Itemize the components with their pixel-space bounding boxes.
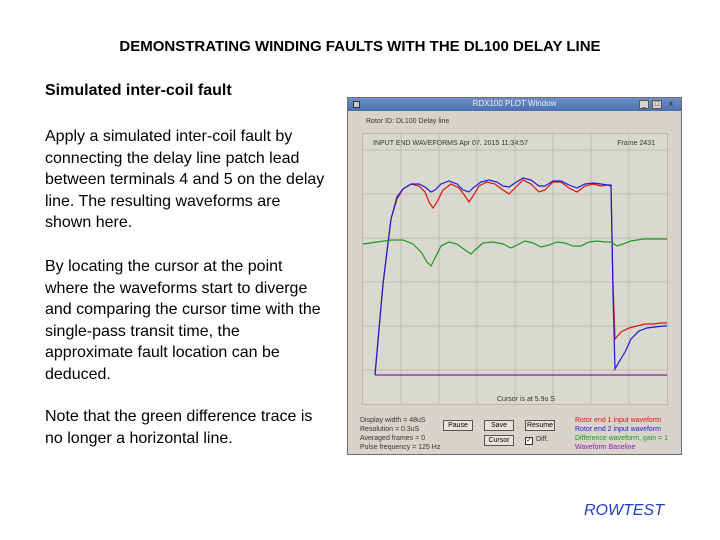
diff-checkbox-label: Diff. bbox=[536, 436, 549, 443]
resolution-info: Resolution = 0.3uS bbox=[360, 426, 420, 433]
pulse-frequency-info: Pulse frequency = 125 Hz bbox=[360, 444, 441, 451]
legend-end1: Rotor end 1 input waveform bbox=[575, 417, 661, 424]
paragraph-apply-fault: Apply a simulated inter-coil fault by connecting the delay line patch lead between terminals 4 and 5 on the delay line. The resulting waveforms are shown here. bbox=[45, 128, 325, 231]
save-button[interactable]: Save bbox=[484, 420, 514, 431]
end1-trace bbox=[375, 180, 667, 375]
rowtest-brand: ROWTEST bbox=[584, 502, 664, 519]
slide-title: DEMONSTRATING WINDING FAULTS WITH THE DL100 DELAY LINE bbox=[119, 38, 601, 55]
maximize-button[interactable]: □ bbox=[652, 100, 662, 109]
paragraph-locate-cursor: By locating the cursor at the point where the waveforms start to diverge and comparing the cursor time with the single-pass transit time, the approximate fault location can be deduced. bbox=[45, 258, 321, 383]
window-titlebar[interactable] bbox=[348, 98, 681, 111]
end2-trace bbox=[375, 178, 667, 375]
legend-difference: Difference waveform, gain = 1 bbox=[575, 435, 669, 442]
cursor-readout: Cursor is at 5.9u S bbox=[497, 396, 555, 403]
paragraph-note-green: Note that the green difference trace is no longer a horizontal line. bbox=[45, 408, 313, 447]
legend-baseline: Waveform Baseline bbox=[575, 444, 636, 451]
frame-counter: Frame 2431 bbox=[617, 140, 655, 147]
close-button[interactable]: x bbox=[669, 99, 673, 108]
window-title: RDX100 PLOT Window bbox=[472, 99, 557, 108]
rotor-id-label: Rotor ID: DL100 Delay line bbox=[366, 118, 450, 125]
section-heading: Simulated inter-coil fault bbox=[45, 82, 232, 99]
waveform-plot[interactable] bbox=[362, 133, 668, 405]
waveform-traces bbox=[363, 134, 667, 404]
diff-checkbox[interactable]: ✓ bbox=[526, 437, 532, 444]
pause-button[interactable]: Pause bbox=[443, 420, 473, 431]
display-width-info: Display width = 48uS bbox=[360, 417, 426, 424]
plot-window bbox=[347, 97, 682, 455]
cursor-button[interactable]: Cursor bbox=[484, 435, 514, 446]
resume-button[interactable]: Resume bbox=[526, 422, 554, 429]
minimize-button[interactable]: _ bbox=[639, 100, 649, 109]
averaged-frames-info: Averaged frames = 0 bbox=[360, 435, 426, 442]
plot-header-info: INPUT END WAVEFORMS Apr 07, 2015 11:34:57 bbox=[373, 140, 528, 147]
legend-end2: Rotor end 2 input waveform bbox=[575, 426, 661, 433]
